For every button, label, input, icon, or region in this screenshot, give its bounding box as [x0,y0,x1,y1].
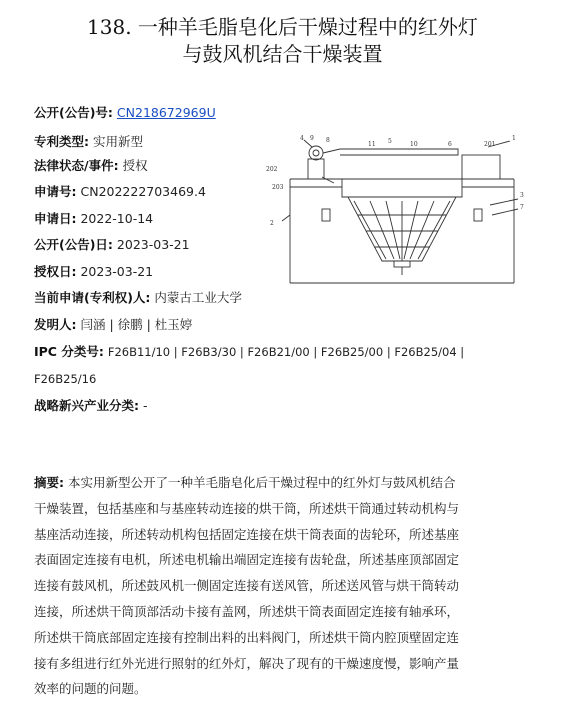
abstract-text-1: 本实用新型公开了一种羊毛脂皂化后干燥过程中的红外灯与鼓风机结合 [67,475,456,490]
abstract-line-6: 连接，所述烘干筒顶部活动卡接有盖网，所述烘干筒表面固定连接有轴承环， [34,603,460,619]
pub-no-link[interactable]: CN218672969U [116,105,216,120]
drum-rib-7 [418,201,450,259]
grant-date-value: 2023-03-21 [80,264,154,279]
drawing-label-1: 1 [512,135,516,142]
ipc-label: IPC 分类号: [34,344,104,359]
app-no-value: CN202222703469.4 [80,184,206,199]
drawing-label-202: 202 [266,166,278,173]
inventor-label: 发明人: [34,317,77,332]
drawing-label-203: 203 [272,184,284,191]
abstract-line-8: 接有多组进行红外光进行照射的红外灯，解决了现有的干燥速度慢，影响产量 [34,655,460,671]
title-line-1: 138. 一种羊毛脂皂化后干燥过程中的红外灯 [87,15,478,39]
drawing-label-11: 11 [368,141,376,148]
drum-rib-2 [370,201,394,259]
drawing-label-2: 2 [270,220,274,227]
drum-rib-1 [354,201,386,259]
drawing-label-10: 10 [410,141,418,148]
motor-gear [309,146,323,160]
inventor-row [34,316,192,334]
ipc-row [34,343,464,361]
blower-box [308,159,324,179]
inventor-value: 闫涵 | 徐鹏 | 杜玉婷 [80,317,193,332]
abstract-line-5: 连接有鼓风机，所述鼓风机一侧固定连接有送风管，所述送风管与烘干筒转动 [34,578,460,594]
abstract-line-1 [34,470,534,496]
drum-rib-6 [410,201,434,259]
discharge-valve [394,261,410,267]
pub-no-label: 公开(公告)号: [34,105,113,120]
pub-no-row [34,104,216,122]
applicant-row [34,289,242,307]
type-label: 专利类型: [34,134,89,149]
applicant-label: 当前申请(专利权)人: [34,290,151,305]
abstract-line-9: 效率的问题的问题。 [34,681,147,697]
side-housing [462,155,500,179]
drawing-label-3: 3 [520,192,524,199]
drum-rib-5 [404,201,418,259]
status-label: 法律状态/事件: [34,158,119,173]
air-duct [323,149,458,155]
drawing-label-201: 201 [484,141,496,148]
drum-rib-3 [386,201,400,259]
drawing-label-9: 9 [310,135,314,142]
app-no-label: 申请号: [34,184,77,199]
abstract-line-3: 基座活动连接，所述转动机构包括固定连接在烘干筒表面的齿轮环，所述基座 [34,526,460,542]
pub-date-row [34,236,190,254]
type-row [34,133,143,151]
title-line-2: 与鼓风机结合干燥装置 [182,42,383,66]
industry-row [34,397,148,415]
drawing-label-4: 4 [300,135,304,142]
drum-top-rim [342,179,462,197]
app-no-row [34,183,206,201]
type-value: 实用新型 [92,134,143,149]
app-date-label: 申请日: [34,211,77,226]
app-date-row [34,210,153,228]
motor-gear-hub [313,150,319,156]
patent-title [0,14,565,68]
drawing-label-6: 6 [448,141,452,148]
industry-value: - [142,398,148,413]
patent-drawing [262,135,532,287]
drawing-label-7: 7 [520,204,524,211]
drum-support-left [322,209,330,221]
leader-203 [322,177,334,183]
industry-label: 战略新兴产业分类: [34,398,139,413]
applicant-value: 内蒙古工业大学 [154,290,242,305]
ipc-value-line2: F26B25/16 [34,372,97,386]
abstract-line-2: 干燥装置，包括基座和与基座转动连接的烘干筒，所述烘干筒通过转动机构与 [34,500,460,516]
status-row [34,157,148,175]
app-date-value: 2022-10-14 [80,211,154,226]
drum-support-right [474,209,482,221]
drawing-label-8: 8 [326,137,330,144]
abstract-line-7: 所述烘干筒底部固定连接有控制出料的出料阀门，所述烘干筒内腔顶壁固定连 [34,629,460,645]
ipc-value-line1: F26B11/10 | F26B3/30 | F26B21/00 | F26B25/00 | F26B25/04 | [107,345,465,359]
abstract-line-4: 表面固定连接有电机，所述电机输出端固定连接有齿轮盘，所述基座顶部固定 [34,552,460,568]
leader-2 [282,215,290,221]
grant-date-row [34,263,153,281]
pub-date-value: 2023-03-21 [116,237,190,252]
ipc-row-continued [34,370,96,388]
abstract-label: 摘要: [34,475,64,490]
drawing-label-5: 5 [388,138,392,145]
abstract-section [34,470,534,702]
grant-date-label: 授权日: [34,264,77,279]
status-value: 授权 [122,158,148,173]
pub-date-label: 公开(公告)日: [34,237,113,252]
